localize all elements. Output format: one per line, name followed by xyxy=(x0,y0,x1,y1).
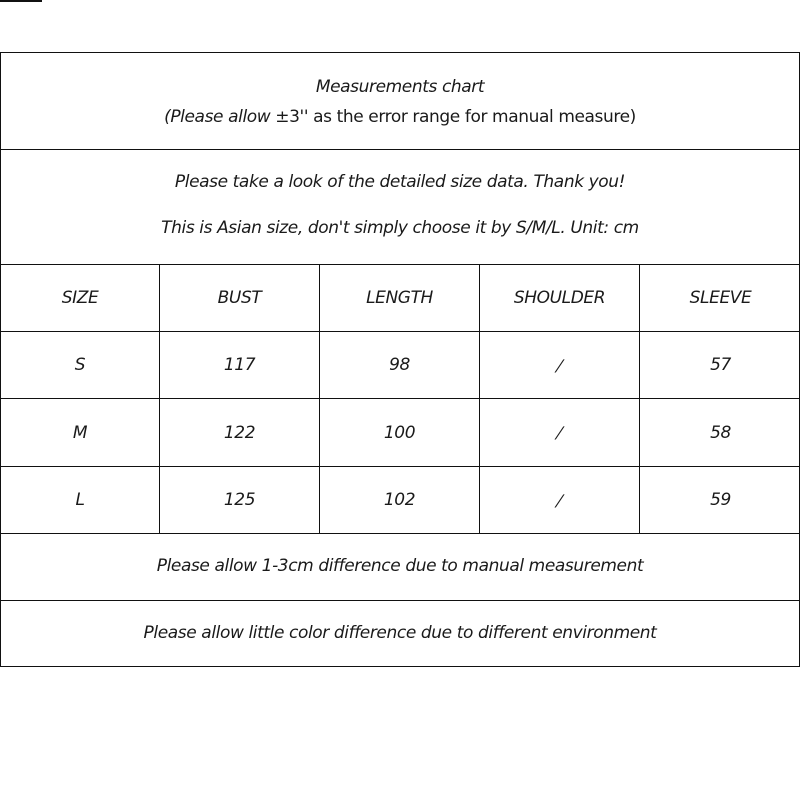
cell-sleeve: 59 xyxy=(710,490,731,510)
top-edge-mark xyxy=(0,0,42,2)
measurements-chart xyxy=(0,52,800,667)
cell-length: 100 xyxy=(320,399,480,466)
cell-size: S xyxy=(1,332,160,398)
intro-block xyxy=(1,150,799,265)
cell-shoulder: / xyxy=(480,399,640,466)
table-row xyxy=(1,332,799,399)
cell-sleeve: 58 xyxy=(710,422,731,443)
cell-size: M xyxy=(1,399,160,466)
footer-note-block-2 xyxy=(1,601,799,668)
footer-note-2: Please allow little color difference due to different environment xyxy=(143,623,657,643)
cell-length: 98 xyxy=(320,332,480,398)
chart-error-note: (Please allow ±3'' as the error range for manual measure) xyxy=(164,107,636,127)
intro-line-2: This is Asian size, don't simply choose it by S/M/L. Unit: cm xyxy=(161,218,639,238)
header-length: LENGTH xyxy=(320,265,480,331)
table-row xyxy=(1,467,799,534)
chart-title-block xyxy=(1,53,799,150)
cell-shoulder: / xyxy=(480,467,640,533)
intro-line-1: Please take a look of the detailed size data. Thank you! xyxy=(174,172,626,192)
chart-title: Measurements chart xyxy=(315,77,485,97)
footer-note-1: Please allow 1-3cm difference due to manual measurement xyxy=(156,556,644,576)
table-header-row xyxy=(1,265,799,332)
cell-size: L xyxy=(1,467,160,533)
cell-shoulder: / xyxy=(480,332,640,398)
cell-length: 102 xyxy=(320,467,480,533)
table-row xyxy=(1,399,799,467)
cell-bust: 117 xyxy=(160,332,320,398)
cell-bust: 122 xyxy=(160,399,320,466)
header-size: SIZE xyxy=(1,265,160,331)
cell-bust: 125 xyxy=(160,467,320,533)
header-bust: BUST xyxy=(160,265,320,331)
header-sleeve: SLEEVE xyxy=(689,288,752,308)
header-shoulder: SHOULDER xyxy=(480,265,640,331)
cell-sleeve: 57 xyxy=(710,355,731,375)
footer-note-block-1 xyxy=(1,534,799,601)
